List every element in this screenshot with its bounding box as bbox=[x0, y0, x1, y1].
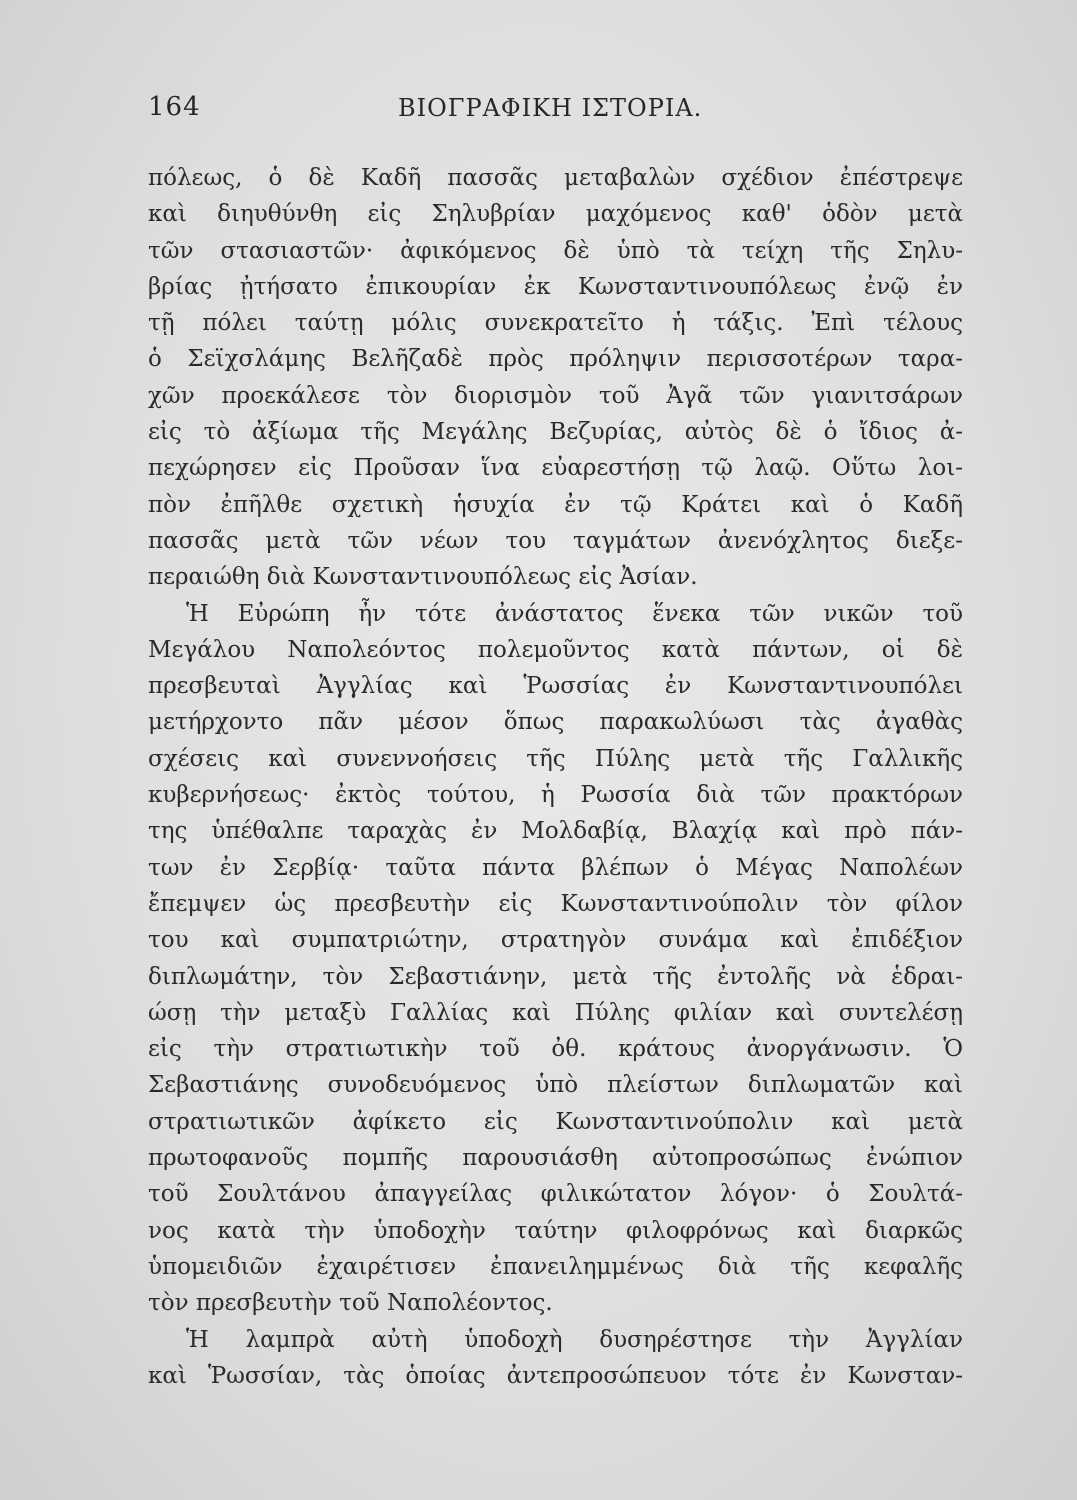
text-line: της ὑπέθαλπε ταραχὰς ἐν Μολδαβίᾳ, Βλαχίᾳ καὶ πρὸ πάν- bbox=[148, 818, 963, 845]
paragraph-start-line: Ἡ λαμπρὰ αὐτὴ ὑποδοχὴ δυσηρέστησε τὴν Ἀγγλίαν bbox=[186, 1326, 963, 1353]
text-line: περαιώθη διὰ Κωνσταντινουπόλεως εἰς Ἀσίαν. bbox=[148, 564, 698, 591]
text-line: τῶν στασιαστῶν· ἀφικόμενος δὲ ὑπὸ τὰ τείχη τῆς Σηλυ- bbox=[148, 237, 963, 264]
running-head: ΒΙΟΓΡΑΦΙΚΗ ΙΣΤΟΡΙΑ. bbox=[398, 94, 703, 122]
text-line: των ἐν Σερβίᾳ· ταῦτα πάντα βλέπων ὁ Μέγας Ναπολέων bbox=[148, 854, 963, 881]
text-line: σχέσεις καὶ συνεννοήσεις τῆς Πύλης μετὰ τῆς Γαλλικῆς bbox=[148, 745, 963, 772]
text-line: Σεβαστιάνης συνοδευόμενος ὑπὸ πλείστων διπλωματῶν καὶ bbox=[148, 1072, 963, 1099]
text-line: κυβερνήσεως· ἐκτὸς τούτου, ἡ Ρωσσία διὰ τῶν πρακτόρων bbox=[148, 782, 963, 809]
text-line: ὁ Σεϊχσλάμης Βελῆζαδὲ πρὸς πρόληψιν περισσοτέρων ταρα- bbox=[148, 346, 963, 373]
text-line: Μεγάλου Ναπολεόντος πολεμοῦντος κατὰ πάντων, οἱ δὲ bbox=[148, 636, 963, 663]
text-line: πασσᾶς μετὰ τῶν νέων του ταγμάτων ἀνενόχλητος διεξε- bbox=[148, 527, 963, 554]
text-line: πόλεως, ὁ δὲ Καδῆ πασσᾶς μεταβαλὼν σχέδιον ἐπέστρεψε bbox=[148, 165, 963, 191]
text-line: τὸν πρεσβευτὴν τοῦ Ναπολέοντος. bbox=[148, 1290, 553, 1317]
text-line: καὶ Ῥωσσίαν, τὰς ὁποίας ἀντεπροσώπευον τότε ἐν Κωνσταν- bbox=[148, 1362, 963, 1389]
text-line: πὸν ἐπῆλθε σχετικὴ ἡσυχία ἐν τῷ Κράτει καὶ ὁ Καδῆ bbox=[148, 491, 963, 518]
text-line: τῇ πόλει ταύτῃ μόλις συνεκρατεῖτο ἡ τάξις. Ἐπὶ τέλους bbox=[148, 310, 963, 337]
text-line: χῶν προεκάλεσε τὸν διορισμὸν τοῦ Ἀγᾶ τῶν γιανιτσάρων bbox=[148, 382, 963, 409]
body-text bbox=[148, 160, 963, 1394]
text-line: καὶ διηυθύνθη εἰς Σηλυβρίαν μαχόμενος καθ' ὁδὸν μετὰ bbox=[148, 201, 963, 228]
text-line: ὑπομειδιῶν ἐχαιρέτισεν ἐπανειλημμένως διὰ τῆς κεφαλῆς bbox=[148, 1253, 963, 1280]
text-line: διπλωμάτην, τὸν Σεβαστιάνην, μετὰ τῆς ἐντολῆς νὰ ἑδραι- bbox=[148, 963, 963, 990]
text-line: τοῦ Σουλτάνου ἀπαγγείλας φιλικώτατον λόγον· ὁ Σουλτά- bbox=[148, 1181, 963, 1208]
text-line: ώσῃ τὴν μεταξὺ Γαλλίας καὶ Πύλης φιλίαν καὶ συντελέσῃ bbox=[148, 999, 963, 1026]
paragraph-start-line: Ἡ Εὐρώπη ἦν τότε ἀνάστατος ἕνεκα τῶν νικῶν τοῦ bbox=[186, 600, 963, 627]
text-line: πρεσβευταὶ Ἀγγλίας καὶ Ῥωσσίας ἐν Κωνσταντινουπόλει bbox=[148, 673, 963, 700]
text-line: εἰς τὴν στρατιωτικὴν τοῦ ὀθ. κράτους ἀνοργάνωσιν. Ὁ bbox=[148, 1036, 963, 1063]
text-line: πεχώρησεν εἰς Προῦσαν ἵνα εὐαρεστήσῃ τῷ λαῷ. Οὕτω λοι- bbox=[148, 455, 963, 482]
text-line: ἔπεμψεν ὡς πρεσβευτὴν εἰς Κωνσταντινούπολιν τὸν φίλον bbox=[148, 890, 963, 917]
text-line: πρωτοφανοῦς πομπῆς παρουσιάσθη αὐτοπροσώπως ἐνώπιον bbox=[148, 1145, 963, 1172]
text-line: μετήρχοντο πᾶν μέσον ὅπως παρακωλύωσι τὰς ἀγαθὰς bbox=[148, 709, 963, 736]
text-line: του καὶ συμπατριώτην, στρατηγὸν συνάμα καὶ ἐπιδέξιον bbox=[148, 927, 963, 954]
text-line: εἰς τὸ ἀξίωμα τῆς Μεγάλης Βεζυρίας, αὐτὸς δὲ ὁ ἴδιος ἀ- bbox=[148, 419, 963, 446]
page-number: 164 bbox=[148, 92, 201, 122]
text-line: νος κατὰ τὴν ὑποδοχὴν ταύτην φιλοφρόνως καὶ διαρκῶς bbox=[148, 1217, 963, 1244]
text-line: βρίας ᾐτήσατο ἐπικουρίαν ἐκ Κωνσταντινουπόλεως ἐνῷ ἐν bbox=[148, 273, 963, 300]
page-header bbox=[148, 92, 943, 132]
text-line: στρατιωτικῶν ἀφίκετο εἰς Κωνσταντινούπολιν καὶ μετὰ bbox=[148, 1108, 963, 1135]
